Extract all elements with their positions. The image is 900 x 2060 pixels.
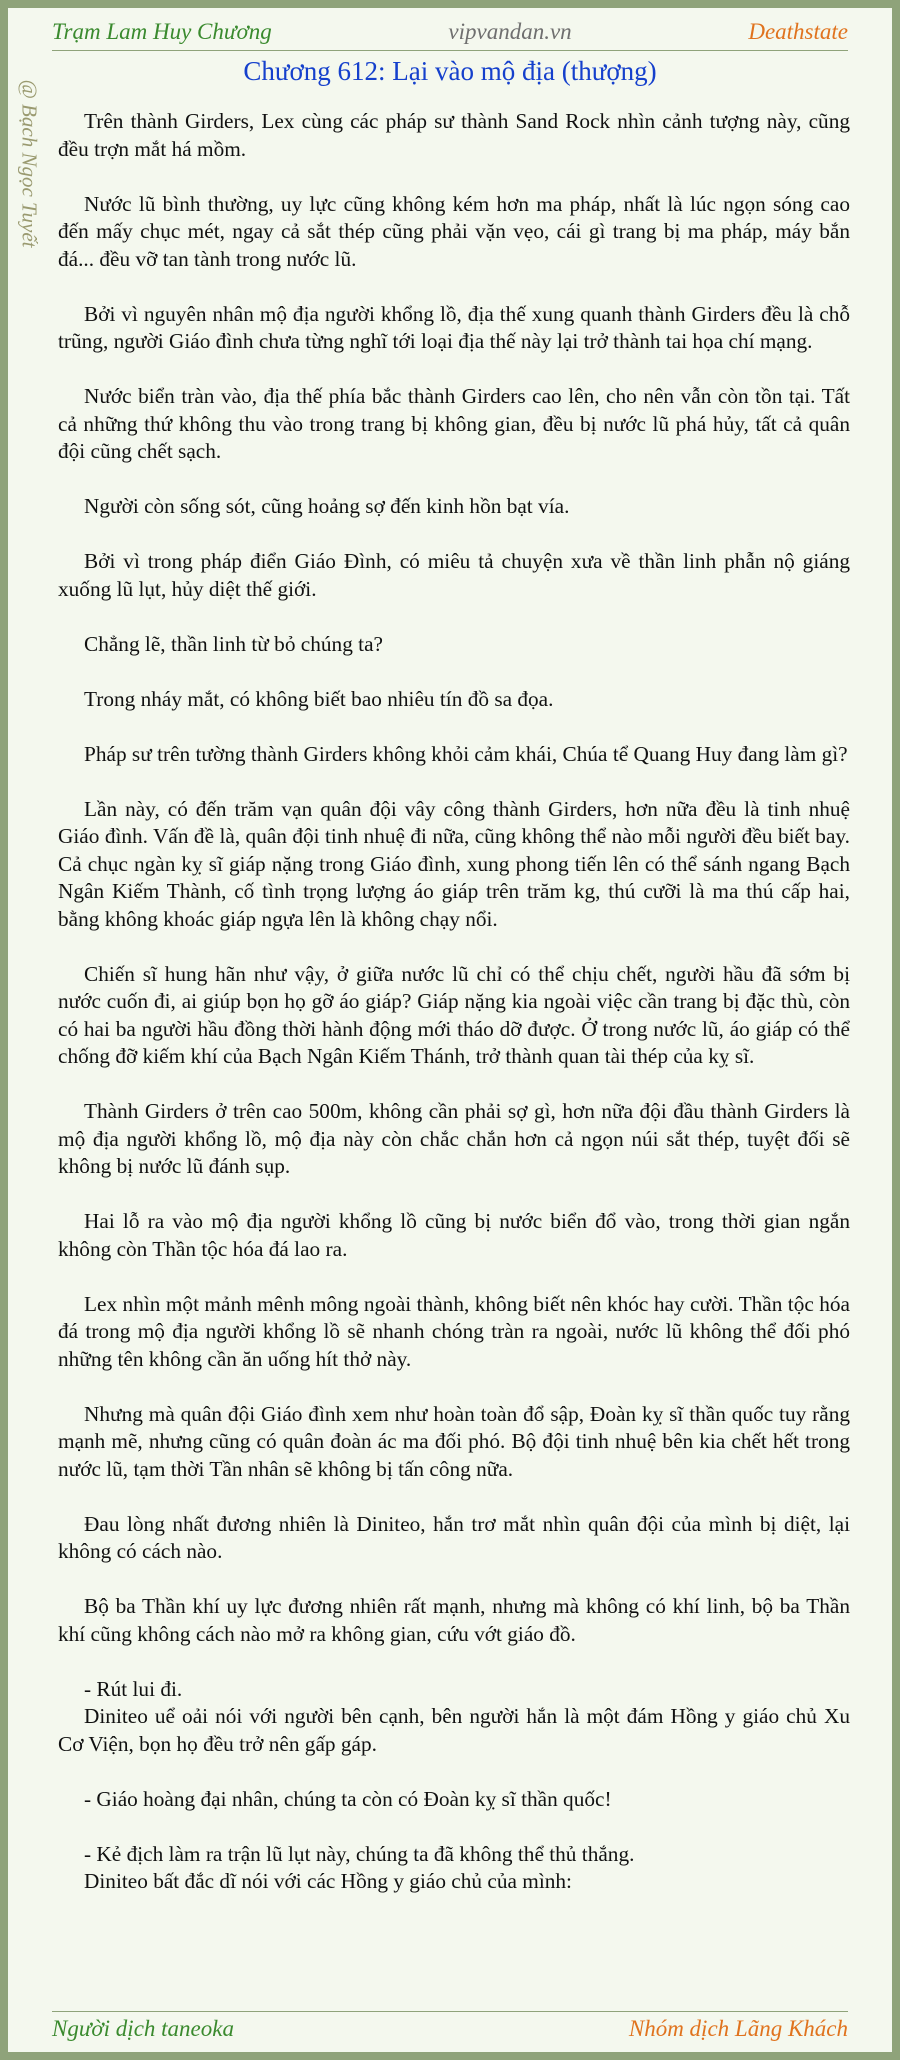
paragraph: Lex nhìn một mảnh mênh mông ngoài thành, không biết nên khóc hay cười. Thần tộc hóa đá trong mộ địa người khổng lồ sẽ nhanh chóng tràn ra ngoài, nước lũ không thể đối phó những tên không cần ăn uống hít thở này. — [58, 1291, 850, 1371]
paragraph: Bộ ba Thần khí uy lực đương nhiên rất mạnh, nhưng mà không có khí linh, bộ ba Thần khí cũng không cách nào mở ra không gian, cứu vớt giáo đồ. — [58, 1594, 850, 1646]
paragraph: Chiến sĩ hung hãn như vậy, ở giữa nước lũ chỉ có thể chịu chết, người hầu đã sớm bị nước cuốn đi, ai giúp bọn họ gỡ áo giáp? Giáp nặng kia ngoài việc cần trang bị đặc thù, còn có hai ba người hầu đồng thời hành động mới tháo dỡ được. Ở trong nước lũ, áo giáp có thể chống đỡ kiếm khí của Bạch Ngân Kiếm Thánh, trở thành quan tài thép của kỵ sĩ. — [58, 961, 850, 1068]
site-name: Trạm Lam Huy Chương — [52, 19, 272, 44]
editor-credit: @ Bạch Ngọc Tuyết — [17, 78, 42, 248]
paragraph: Bởi vì trong pháp điển Giáo Đình, có miêu tả chuyện xưa về thần linh phẫn nộ giáng xuống lũ lụt, hủy diệt thế giới. — [58, 549, 850, 601]
paragraph: Nước lũ bình thường, uy lực cũng không kém hơn ma pháp, nhất là lúc ngọn sóng cao đến mấy chục mét, ngay cả sắt thép cũng phải vặn vẹo, cái gì trang bị ma pháp, máy bắn đá... đều vỡ tan tành trong nước lũ. — [58, 191, 850, 271]
chapter-title: Chương 612: Lại vào mộ địa (thượng) — [243, 56, 657, 86]
paragraph: Diniteo bất đắc dĩ nói với các Hồng y giáo chủ của mình: — [84, 1869, 572, 1893]
translation-group: Nhóm dịch Lãng Khách — [628, 2016, 848, 2041]
paragraph: Hai lỗ ra vào mộ địa người khổng lồ cũng bị nước biển đổ vào, trong thời gian ngắn không còn Thần tộc hóa đá lao ra. — [58, 1209, 850, 1261]
dialogue-line: - Kẻ địch làm ra trận lũ lụt này, chúng ta đã không thể thủ thắng. — [84, 1841, 635, 1866]
page-footer — [52, 2011, 848, 2046]
page-header — [52, 14, 848, 51]
paragraph: Diniteo uể oải nói với người bên cạnh, bên người hắn là một đám Hồng y giáo chủ Xu Cơ Viện, bọn họ đều trở nên gấp gáp. — [58, 1704, 850, 1756]
author-name: Deathstate — [748, 19, 848, 44]
dialogue-line: - Giáo hoàng đại nhân, chúng ta còn có Đoàn kỵ sĩ thần quốc! — [84, 1786, 612, 1811]
paragraph: Đau lòng nhất đương nhiên là Diniteo, hắn trơ mắt nhìn quân đội của mình bị diệt, lại không có cách nào. — [58, 1511, 850, 1563]
paragraph: Chẳng lẽ, thần linh từ bỏ chúng ta? — [84, 631, 383, 656]
paragraph: Bởi vì nguyên nhân mộ địa người khổng lồ, địa thế xung quanh thành Girders đều là chỗ trũng, người Giáo đình chưa từng nghĩ tới loại địa thế này lại trở thành tai họa chí mạng. — [58, 301, 850, 353]
paragraph: Nhưng mà quân đội Giáo đình xem như hoàn toàn đổ sập, Đoàn kỵ sĩ thần quốc tuy rằng mạnh mẽ, nhưng cũng có quân đoàn ác ma đối phó. Bộ đội tinh nhuệ bên kia chết hết trong nước lũ, tạm thời Tần nhân sẽ không bị tấn công nữa. — [58, 1401, 850, 1481]
translator-credit: Người dịch taneoka — [52, 2016, 234, 2041]
site-url: vipvandan.vn — [448, 19, 572, 44]
paragraph: Trong nháy mắt, có không biết bao nhiêu tín đồ sa đọa. — [84, 686, 554, 711]
paragraph: Thành Girders ở trên cao 500m, không cần phải sợ gì, hơn nữa đội đầu thành Girders là mộ địa người khổng lồ, mộ địa này còn chắc chắn hơn cả ngọn núi sắt thép, tuyệt đối sẽ không bị nước lũ đánh sụp. — [58, 1099, 850, 1178]
dialogue-line: - Rút lui đi. — [84, 1676, 183, 1701]
chapter-content — [58, 108, 850, 1988]
paragraph: Pháp sư trên tường thành Girders không khỏi cảm khái, Chúa tể Quang Huy đang làm gì? — [84, 741, 848, 766]
paragraph: Trên thành Girders, Lex cùng các pháp sư thành Sand Rock nhìn cảnh tượng này, cũng đều trợn mắt há mồm. — [58, 109, 850, 161]
paragraph: Người còn sống sót, cũng hoảng sợ đến kinh hồn bạt vía. — [84, 494, 570, 518]
sidebar-watermark — [16, 58, 42, 268]
paragraph: Nước biển tràn vào, địa thế phía bắc thành Girders cao lên, cho nên vẫn còn tồn tại. Tất cả những thứ không thu vào trong trang bị không gian, đều bị nước lũ phá hủy, tất cả quân đội cũng chết sạch. — [58, 384, 850, 463]
paragraph: Lần này, có đến trăm vạn quân đội vây công thành Girders, hơn nữa đều là tinh nhuệ Giáo đình. Vấn đề là, quân đội tinh nhuệ đi nữa, cũng không thể nào mỗi người đều biết bay. Cả chục ngàn kỵ sĩ giáp nặng trong Giáo đình, xung phong tiến lên có thể sánh ngang Bạch Ngân Kiếm Thành, cố tình trọng lượng áo giáp trên trăm kg, thú cưỡi là ma thú cấp hai, bằng không khoác giáp ngựa lên là không chạy nổi. — [58, 796, 850, 931]
